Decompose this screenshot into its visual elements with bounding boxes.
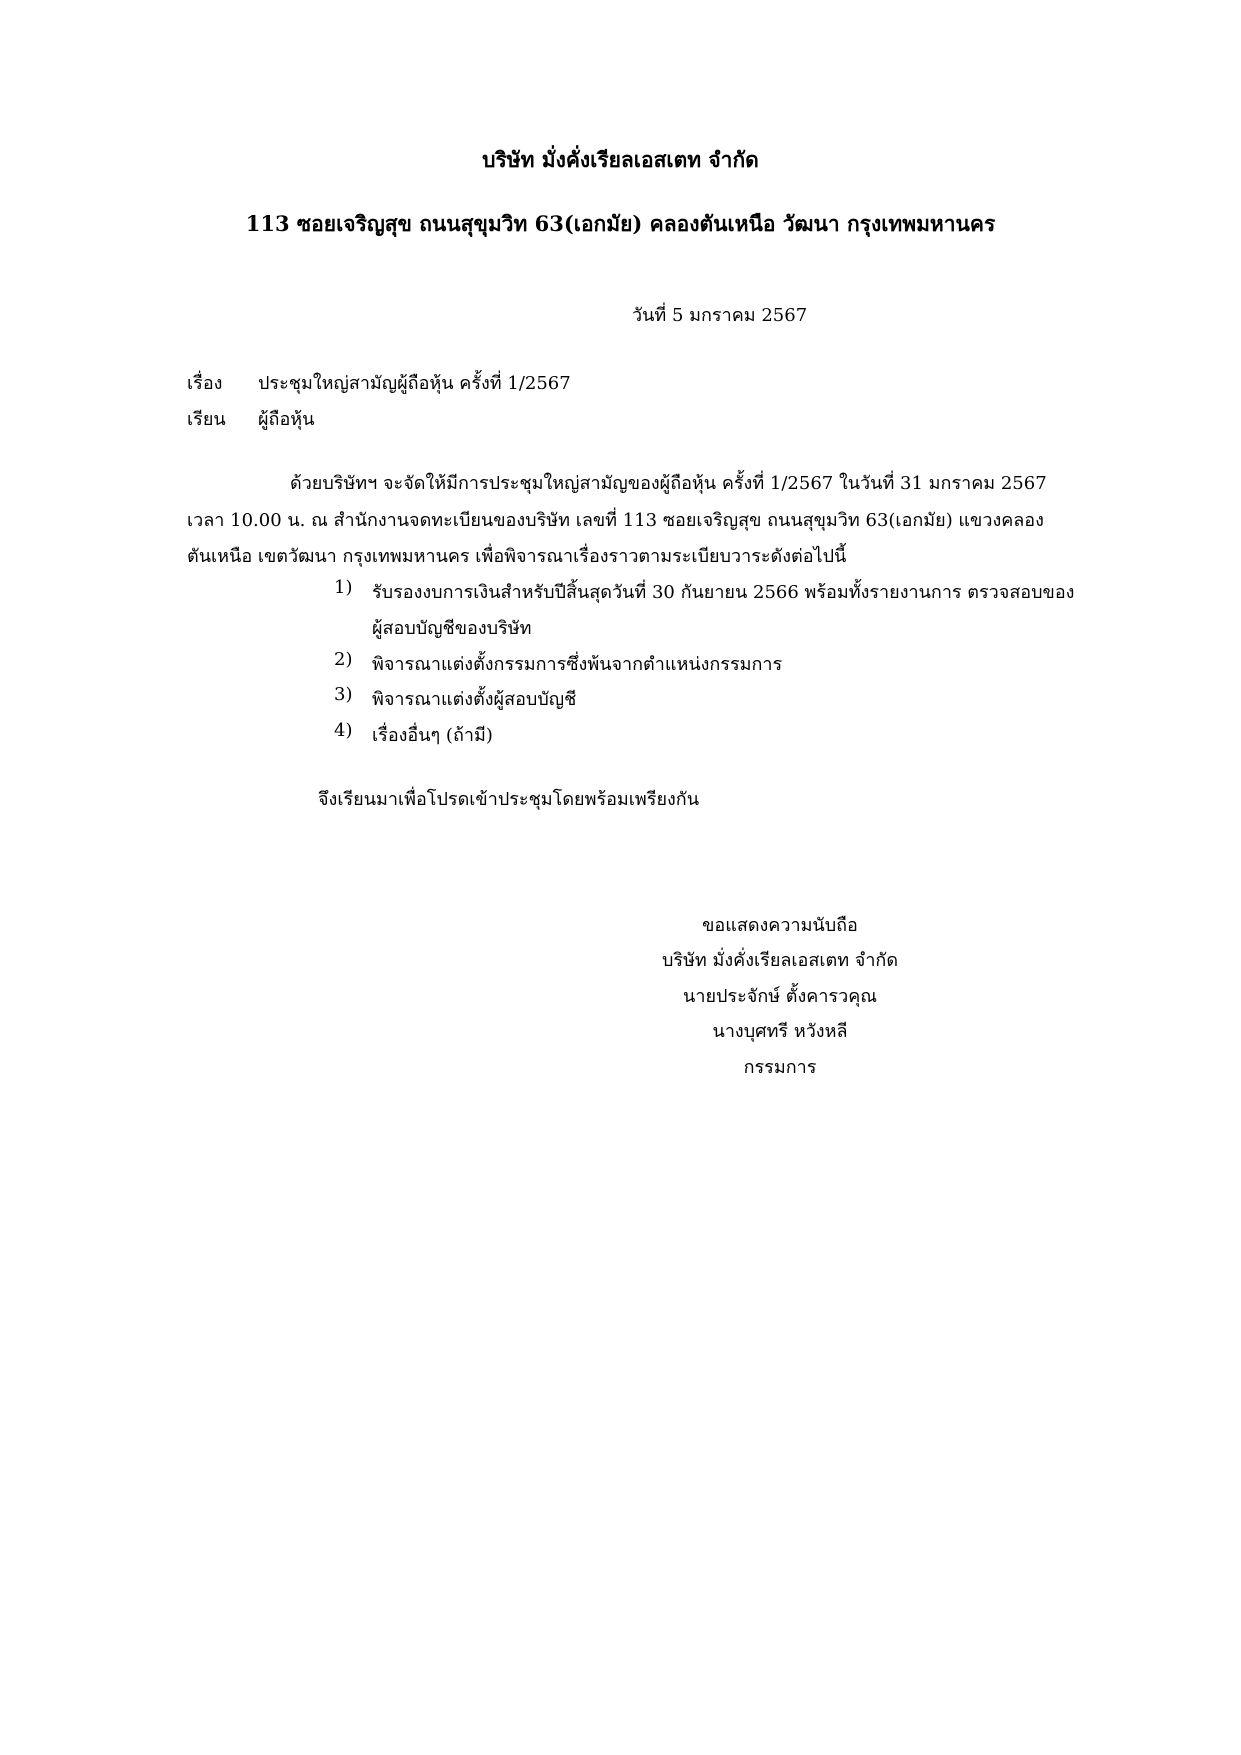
signature-company: บริษัท มั่งคั่งเรียลเอสเตท จำกัด	[661, 950, 899, 971]
signer-position: กรรมการ	[743, 1057, 817, 1078]
body-line-3: ตันเหนือ เขตวัฒนา กรุงเทพมหานคร เพื่อพิจารณาเรื่องราวตามระเบียบวาระดังต่อไปนี้	[187, 546, 847, 567]
closing-text: จึงเรียนมาเพื่อโปรดเข้าประชุมโดยพร้อมเพรียงกัน	[318, 789, 700, 810]
agenda-item-1-line-2: ผู้สอบบัญชีของบริษัท	[372, 618, 532, 639]
agenda-item-1-line-1: รับรองงบการเงินสำหรับปีสิ้นสุดวันที่ 30 กันยายน 2566 พร้อมทั้งรายงานการ ตรวจสอบของ	[372, 582, 1075, 603]
agenda-item-3: พิจารณาแต่งตั้งผู้สอบบัญชี	[372, 689, 577, 710]
recipient-value: ผู้ถือหุ้น	[258, 409, 315, 430]
signer-name-2: นางบุศทรี หวังหลี	[712, 1021, 848, 1042]
subject-value: ประชุมใหญ่สามัญผู้ถือหุ้น ครั้งที่ 1/2567	[258, 373, 571, 394]
agenda-item-2: พิจารณาแต่งตั้งกรรมการซึ่งพ้นจากตำแหน่งกรรมการ	[372, 654, 783, 675]
recipient-label: เรียน	[187, 409, 226, 430]
body-line-1: ด้วยบริษัทฯ จะจัดให้มีการประชุมใหญ่สามัญของผู้ถือหุ้น ครั้งที่ 1/2567 ในวันที่ 31 มกราคม 2567	[290, 473, 1047, 494]
company-address: 113 ซอยเจริญสุข ถนนสุขุมวิท 63(เอกมัย) คลองตันเหนือ วัฒนา กรุงเทพมหานคร	[245, 211, 996, 236]
signature-regards: ขอแสดงความนับถือ	[702, 915, 858, 936]
agenda-item-4: เรื่องอื่นๆ (ถ้ามี)	[372, 725, 493, 746]
agenda-number: 3)	[334, 684, 353, 705]
subject-label: เรื่อง	[187, 373, 223, 394]
agenda-number: 4)	[334, 720, 353, 741]
letter-date: วันที่ 5 มกราคม 2567	[632, 305, 808, 326]
body-line-2: เวลา 10.00 น. ณ สำนักงานจดทะเบียนของบริษัท เลขที่ 113 ซอยเจริญสุข ถนนสุขุมวิท 63(เอกมัย) แขวงคลอง	[187, 510, 1044, 531]
company-name: บริษัท มั่งคั่งเรียลเอสเตท จำกัด	[482, 147, 759, 172]
agenda-number: 2)	[334, 649, 353, 670]
signer-name-1: นายประจักษ์ ตั้งคารวคุณ	[683, 986, 877, 1007]
agenda-number: 1)	[334, 577, 353, 598]
